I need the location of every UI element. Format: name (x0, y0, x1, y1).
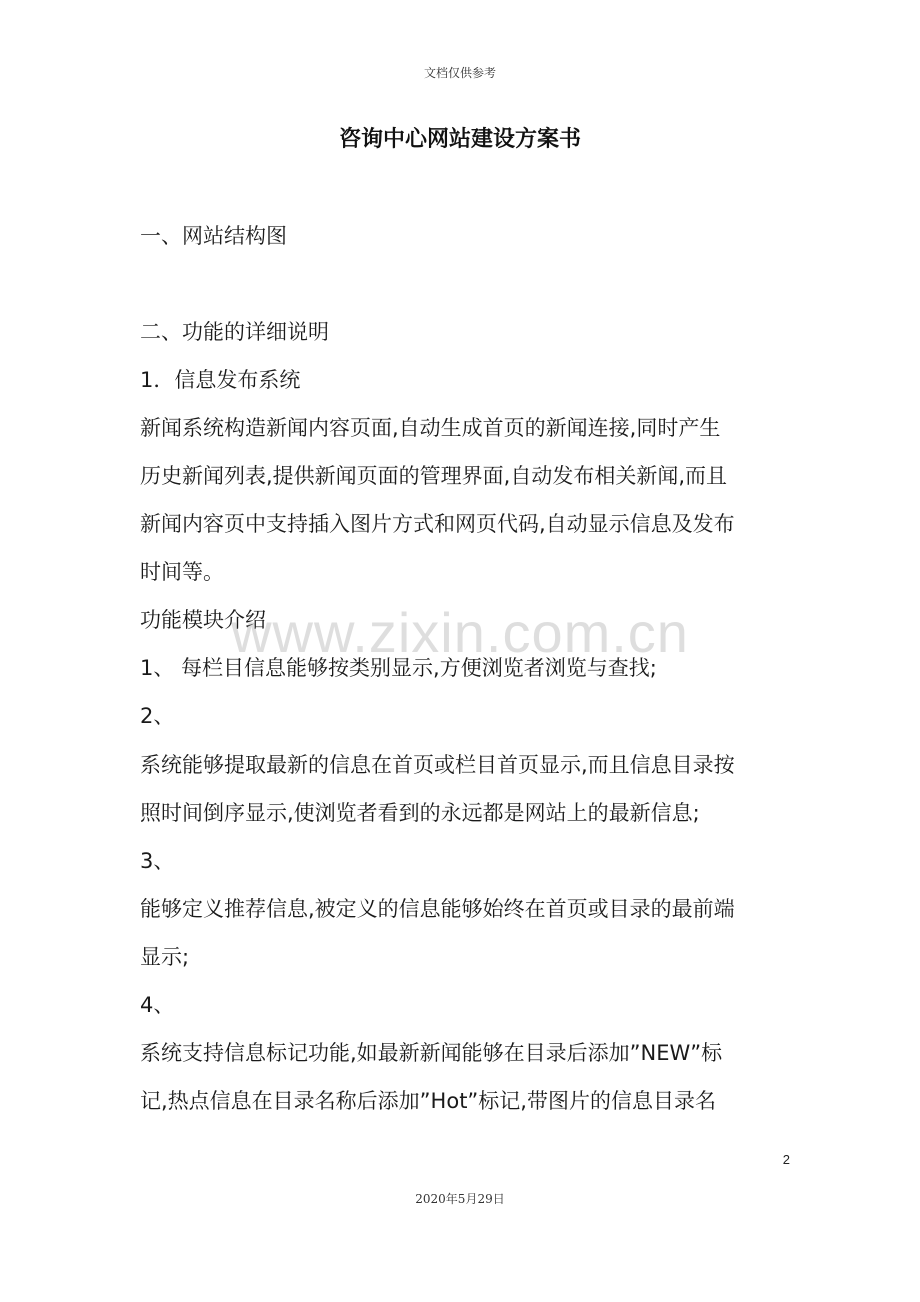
list-item-number: 4、 (140, 993, 175, 1017)
list-item-number: 3、 (140, 849, 175, 873)
paragraph-line: 显示; (140, 945, 190, 969)
subsection-heading-info-publishing: 1．信息发布系统 (140, 368, 301, 392)
paragraph-line: 能够定义推荐信息,被定义的信息能够始终在首页或目录的最前端 (140, 897, 735, 921)
footer-date: 2020年5月29日 (415, 1192, 505, 1206)
paragraph-line: 新闻内容页中支持插入图片方式和网页代码,自动显示信息及发布 (140, 512, 735, 536)
page-number: 2 (782, 1152, 790, 1167)
paragraph-line: 系统支持信息标记功能,如最新新闻能够在目录后添加”NEW”标 (140, 1041, 723, 1065)
paragraph-line: 新闻系统构造新闻内容页面,自动生成首页的新闻连接,同时产生 (140, 416, 721, 440)
paragraph-line: 历史新闻列表,提供新闻页面的管理界面,自动发布相关新闻,而且 (140, 464, 728, 488)
section-heading-site-structure: 一、网站结构图 (140, 224, 287, 248)
subsection-heading-modules: 功能模块介绍 (140, 608, 266, 632)
list-item: 1、 每栏目信息能够按类别显示,方便浏览者浏览与查找; (140, 656, 657, 680)
document-title: 咨询中心网站建设方案书 (338, 127, 581, 152)
paragraph-line: 系统能够提取最新的信息在首页或栏目首页显示,而且信息目录按 (140, 753, 735, 777)
paragraph-line: 记,热点信息在目录名称后添加”Hot”标记,带图片的信息目录名 (140, 1089, 716, 1113)
section-heading-functions: 二、功能的详细说明 (140, 320, 329, 344)
header-note: 文档仅供参考 (423, 66, 496, 80)
list-item-number: 2、 (140, 704, 175, 728)
paragraph-line: 时间等。 (140, 560, 224, 584)
watermark: www.zixin.com.cn (231, 601, 689, 664)
paragraph-line: 照时间倒序显示,使浏览者看到的永远都是网站上的最新信息; (140, 801, 700, 825)
